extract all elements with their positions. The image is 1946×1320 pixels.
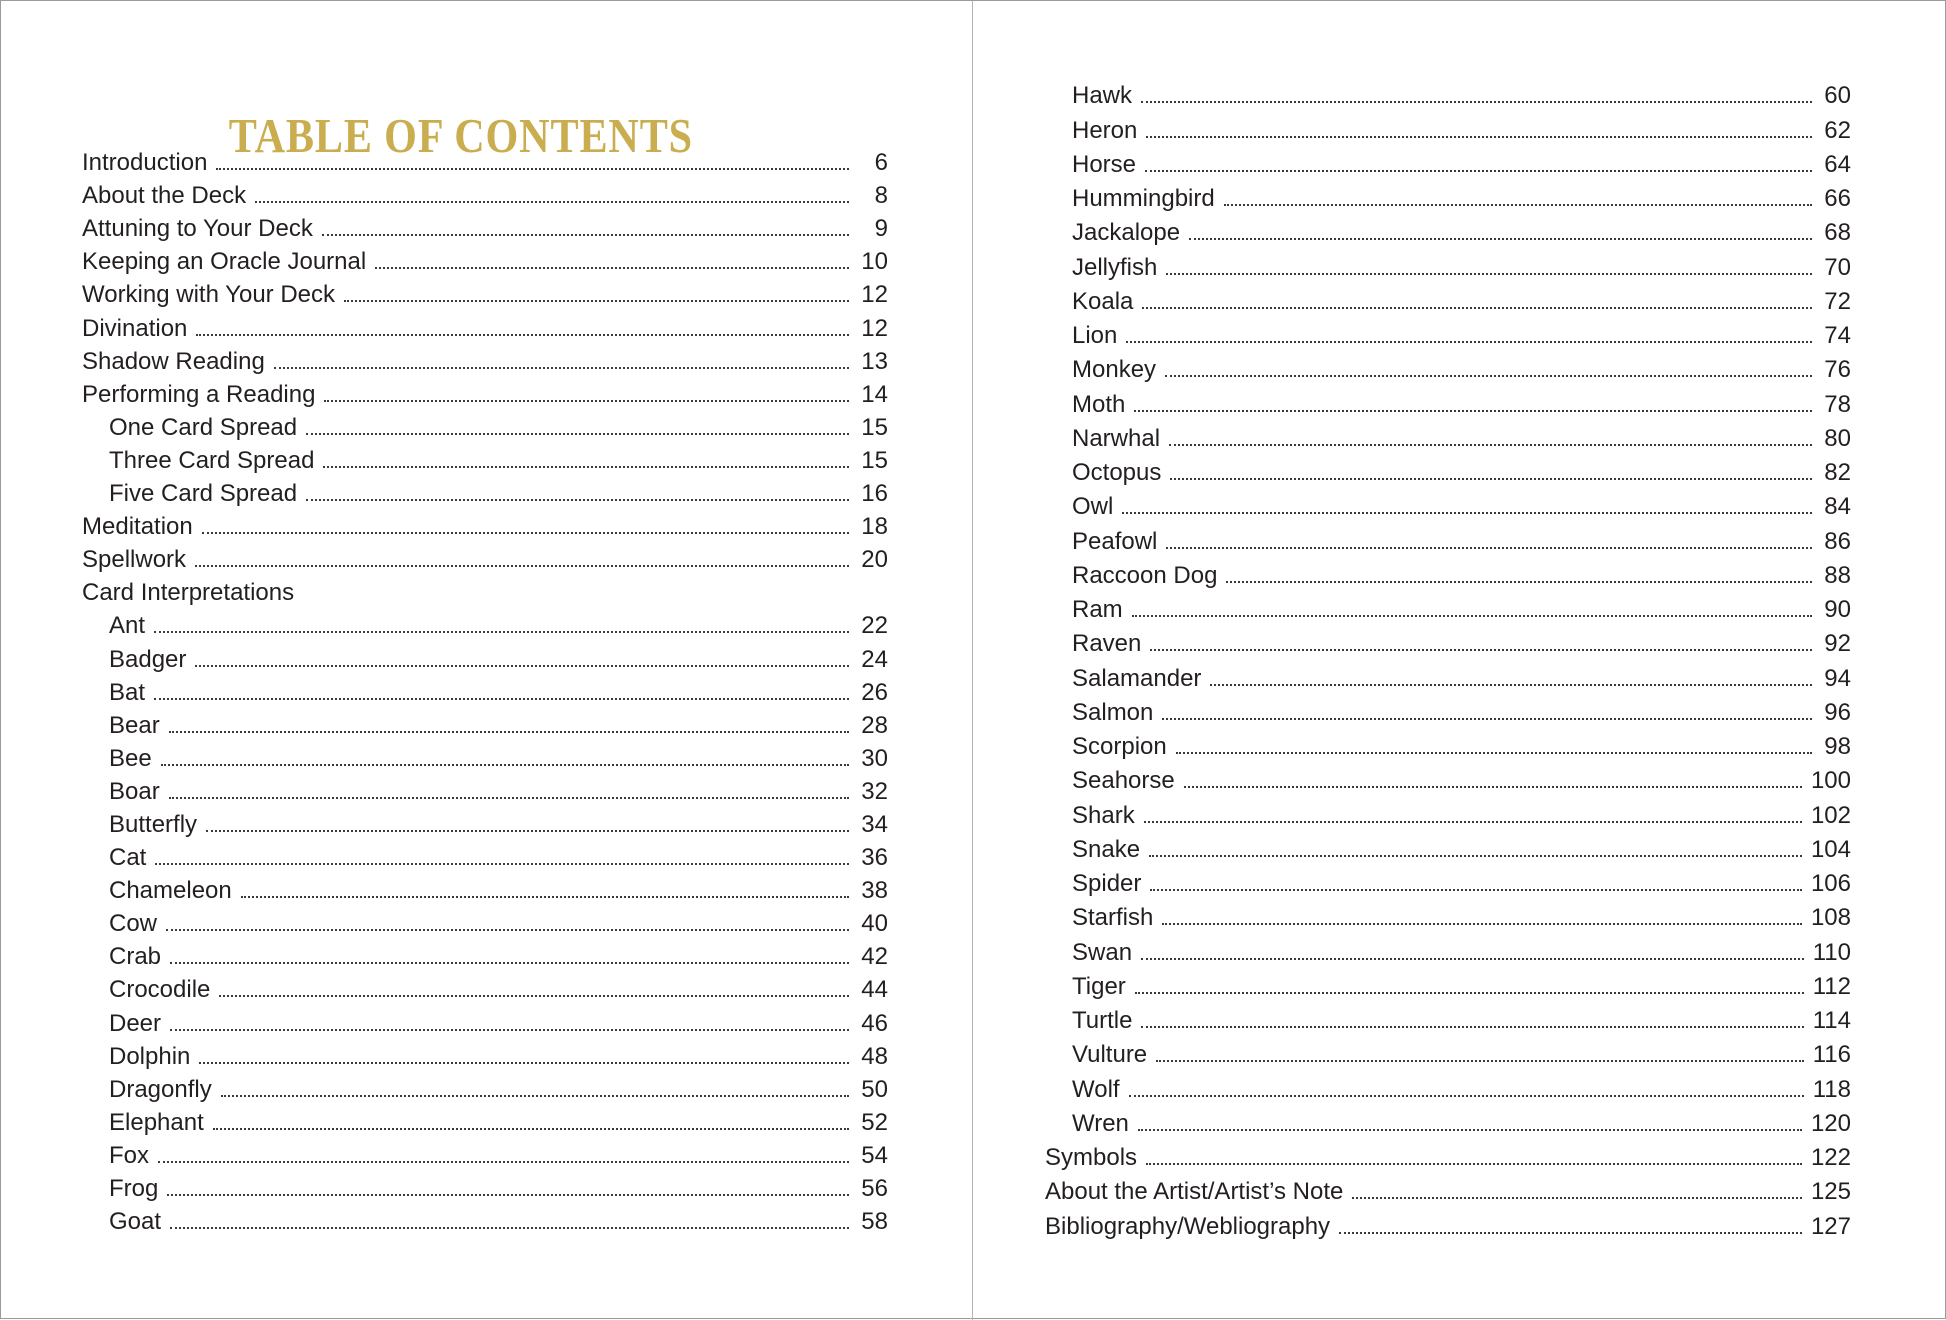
toc-entry[interactable] xyxy=(1045,453,1851,487)
toc-entry-label: Jellyfish xyxy=(1072,253,1158,281)
dot-leader xyxy=(1146,1163,1802,1165)
toc-entry[interactable] xyxy=(82,773,888,806)
dot-leader xyxy=(154,698,849,700)
dot-leader xyxy=(169,731,849,733)
dot-leader xyxy=(1166,547,1812,549)
toc-entry-page-number: 72 xyxy=(1824,287,1851,315)
toc-entry-page-number: 100 xyxy=(1810,767,1851,795)
toc-entry-label: Bat xyxy=(109,678,146,706)
toc-entry-label: Meditation xyxy=(82,513,193,541)
toc-entry-label: Bear xyxy=(109,711,160,739)
toc-entry[interactable] xyxy=(82,1104,888,1137)
toc-entry-page-number: 12 xyxy=(861,281,888,309)
toc-entry-label: Badger xyxy=(109,645,187,673)
toc-entry-page-number: 38 xyxy=(861,877,888,905)
toc-entry-page-number: 16 xyxy=(861,480,888,508)
toc-entry-label: Crab xyxy=(109,943,162,971)
toc-entry-page-number: 8 xyxy=(874,182,888,210)
toc-entry-page-number: 125 xyxy=(1810,1178,1851,1206)
toc-entry-page-number: 84 xyxy=(1824,493,1851,521)
toc-entry[interactable] xyxy=(1045,350,1851,384)
dot-leader xyxy=(213,1128,849,1130)
toc-entry-label: Narwhal xyxy=(1072,424,1161,452)
toc-entry-page-number: 120 xyxy=(1810,1109,1851,1137)
toc-entry-page-number: 6 xyxy=(874,149,888,177)
dot-leader xyxy=(219,995,849,997)
toc-entry-page-number: 15 xyxy=(861,446,888,474)
toc-entry[interactable] xyxy=(1045,282,1851,316)
dot-leader xyxy=(1138,1129,1802,1131)
toc-entry-page-number: 18 xyxy=(861,513,888,541)
toc-entry-page-number: 12 xyxy=(861,314,888,342)
toc-entry[interactable] xyxy=(82,475,888,508)
toc-entry[interactable] xyxy=(1045,1104,1851,1138)
dot-leader xyxy=(1129,1095,1804,1097)
toc-entry-label: Raven xyxy=(1072,630,1142,658)
toc-entry-label: Wren xyxy=(1072,1109,1129,1137)
dot-leader xyxy=(1149,855,1802,857)
toc-entry-label: Snake xyxy=(1072,835,1141,863)
dot-leader xyxy=(274,367,849,369)
toc-entry[interactable] xyxy=(1045,521,1851,555)
toc-entry-page-number: 104 xyxy=(1810,835,1851,863)
dot-leader xyxy=(1150,889,1802,891)
toc-entry-page-number: 114 xyxy=(1812,1007,1851,1034)
dot-leader xyxy=(167,1194,849,1196)
toc-entry[interactable] xyxy=(82,839,888,872)
dot-leader xyxy=(170,1029,849,1031)
toc-entry-label: Three Card Spread xyxy=(109,446,315,474)
toc-entry[interactable] xyxy=(82,210,888,243)
toc-entry-label: Card Interpretations xyxy=(82,579,295,607)
toc-entry[interactable] xyxy=(1045,624,1851,658)
dot-leader xyxy=(196,334,849,336)
toc-entry-label: Heron xyxy=(1072,116,1138,144)
toc-entry[interactable] xyxy=(1045,795,1851,829)
toc-entry-label: Monkey xyxy=(1072,356,1157,384)
toc-entry[interactable] xyxy=(82,508,888,541)
toc-entry[interactable] xyxy=(82,442,888,475)
toc-entry-label: Chameleon xyxy=(109,877,232,905)
toc-entry[interactable] xyxy=(1045,1172,1851,1206)
toc-entry-label: Performing a Reading xyxy=(82,380,316,408)
dot-leader xyxy=(241,896,849,898)
toc-entry-label: Shadow Reading xyxy=(82,347,265,375)
toc-entry-page-number: 82 xyxy=(1824,459,1851,486)
toc-entry[interactable] xyxy=(1045,316,1851,350)
toc-entry-label: Salmon xyxy=(1072,698,1154,726)
toc-entry[interactable] xyxy=(1045,419,1851,453)
dot-leader xyxy=(1169,444,1812,446)
toc-entry-page-number: 110 xyxy=(1812,938,1851,966)
dot-leader xyxy=(1210,684,1812,686)
dot-leader xyxy=(170,1227,849,1229)
dot-leader xyxy=(158,1161,849,1163)
toc-entry-page-number: 46 xyxy=(861,1009,888,1037)
dot-leader xyxy=(1141,1026,1803,1028)
toc-entry-page-number: 42 xyxy=(861,943,888,971)
toc-entry-page-number: 112 xyxy=(1812,972,1851,1000)
toc-entry-page-number: 60 xyxy=(1824,82,1851,110)
toc-entry-label: Dragonfly xyxy=(109,1075,212,1103)
toc-entry[interactable] xyxy=(82,409,888,442)
toc-entry-page-number: 58 xyxy=(861,1208,888,1236)
toc-entry-page-number: 10 xyxy=(861,248,888,276)
toc-entry-label: Horse xyxy=(1072,150,1137,178)
dot-leader xyxy=(1166,273,1812,275)
toc-entry-page-number: 98 xyxy=(1824,733,1851,760)
toc-entry[interactable] xyxy=(1045,1138,1851,1172)
dot-leader xyxy=(344,300,849,302)
toc-entry-page-number: 106 xyxy=(1810,870,1851,897)
dot-leader xyxy=(322,234,849,236)
toc-entry-page-number: 74 xyxy=(1824,322,1851,349)
toc-entry-label: Peafowl xyxy=(1072,527,1158,555)
dot-leader xyxy=(1134,410,1812,412)
toc-entry[interactable] xyxy=(1045,693,1851,727)
toc-entry[interactable] xyxy=(1045,590,1851,624)
dot-leader xyxy=(1141,958,1804,960)
toc-entry-label: Hawk xyxy=(1072,82,1133,110)
toc-entry[interactable] xyxy=(82,309,888,342)
toc-entry-label: Working with Your Deck xyxy=(82,281,336,309)
toc-entry-page-number: 64 xyxy=(1824,150,1851,178)
toc-entry-page-number: 102 xyxy=(1810,801,1851,829)
toc-entry[interactable] xyxy=(1045,967,1851,1001)
toc-entry[interactable] xyxy=(82,740,888,773)
toc-entry[interactable] xyxy=(82,1038,888,1071)
toc-entry-label: Moth xyxy=(1072,390,1126,418)
dot-leader xyxy=(1352,1197,1802,1199)
toc-entry[interactable] xyxy=(82,144,888,177)
toc-entry[interactable] xyxy=(1045,1206,1851,1240)
dot-leader xyxy=(255,201,849,203)
dot-leader xyxy=(1224,204,1812,206)
toc-entry[interactable] xyxy=(1045,247,1851,281)
dot-leader xyxy=(202,532,849,534)
toc-entry-page-number: 52 xyxy=(861,1108,888,1136)
dot-leader xyxy=(195,665,849,667)
toc-entry-label: Attuning to Your Deck xyxy=(82,215,313,243)
dot-leader xyxy=(161,764,849,766)
toc-entry-label: Butterfly xyxy=(109,810,198,838)
toc-entry[interactable] xyxy=(1045,898,1851,932)
toc-entry[interactable] xyxy=(1045,1035,1851,1069)
toc-entry[interactable] xyxy=(82,674,888,707)
toc-entry-label: Symbols xyxy=(1045,1144,1138,1171)
dot-leader xyxy=(1132,615,1812,617)
toc-entry-label: Jackalope xyxy=(1072,219,1181,247)
toc-entry-label: About the Deck xyxy=(82,182,247,210)
dot-leader xyxy=(1126,341,1812,343)
dot-leader xyxy=(221,1095,849,1097)
toc-list-left-page xyxy=(82,144,888,1236)
dot-leader xyxy=(1122,512,1812,514)
toc-entry[interactable] xyxy=(82,243,888,276)
dot-leader xyxy=(1170,478,1812,480)
toc-entry-label: Raccoon Dog xyxy=(1072,561,1218,589)
dot-leader xyxy=(195,565,849,567)
toc-entry-page-number: 88 xyxy=(1824,561,1851,589)
toc-entry-label: Swan xyxy=(1072,938,1133,966)
toc-entry[interactable] xyxy=(1045,864,1851,898)
toc-entry-label: Bee xyxy=(109,744,152,772)
toc-entry-label: Deer xyxy=(109,1009,162,1037)
toc-entry-label: Spider xyxy=(1072,870,1142,897)
toc-entry-label: Lion xyxy=(1072,322,1118,349)
dot-leader xyxy=(1189,238,1812,240)
toc-entry-page-number: 15 xyxy=(861,413,888,441)
toc-entry[interactable] xyxy=(82,1137,888,1170)
toc-entry-page-number: 13 xyxy=(861,347,888,375)
toc-entry-page-number: 36 xyxy=(861,844,888,872)
dot-leader xyxy=(206,830,849,832)
toc-entry[interactable] xyxy=(82,1170,888,1203)
page-gutter-divider xyxy=(972,1,973,1320)
toc-entry-page-number: 118 xyxy=(1812,1075,1851,1103)
toc-entry-label: Turtle xyxy=(1072,1007,1133,1034)
toc-entry-page-number: 127 xyxy=(1810,1212,1851,1240)
toc-entry[interactable] xyxy=(82,905,888,938)
toc-entry[interactable] xyxy=(1045,179,1851,213)
toc-entry[interactable] xyxy=(82,177,888,210)
toc-entry-page-number: 66 xyxy=(1824,185,1851,212)
toc-entry-page-number: 28 xyxy=(861,711,888,739)
toc-entry-label: Scorpion xyxy=(1072,733,1167,760)
toc-entry-label: Shark xyxy=(1072,801,1135,829)
toc-entry[interactable] xyxy=(82,707,888,740)
dot-leader xyxy=(154,631,849,633)
toc-entry-label: About the Artist/Artist’s Note xyxy=(1045,1178,1344,1206)
toc-entry-label: Frog xyxy=(109,1175,159,1202)
toc-entry[interactable] xyxy=(82,376,888,409)
toc-entry-label: Dolphin xyxy=(109,1042,191,1070)
toc-entry-page-number: 96 xyxy=(1824,698,1851,726)
toc-entry-page-number: 22 xyxy=(861,612,888,640)
toc-entry-label: Divination xyxy=(82,314,188,342)
dot-leader xyxy=(1184,786,1802,788)
toc-entry-page-number: 76 xyxy=(1824,356,1851,384)
dot-leader xyxy=(323,466,849,468)
toc-entry-page-number: 78 xyxy=(1824,390,1851,418)
toc-entry[interactable] xyxy=(1045,1001,1851,1035)
toc-entry-page-number: 48 xyxy=(861,1042,888,1070)
dot-leader xyxy=(169,797,849,799)
toc-entry-page-number: 90 xyxy=(1824,596,1851,623)
toc-entry-label: Five Card Spread xyxy=(109,480,298,508)
toc-entry-label: Fox xyxy=(109,1141,150,1169)
toc-entry[interactable] xyxy=(1045,110,1851,144)
toc-entry-label: One Card Spread xyxy=(109,413,298,441)
dot-leader xyxy=(1141,101,1812,103)
toc-entry-label: Introduction xyxy=(82,149,208,177)
dot-leader xyxy=(1162,923,1802,925)
dot-leader xyxy=(306,433,849,435)
toc-entry-label: Seahorse xyxy=(1072,767,1175,795)
toc-entry-page-number: 68 xyxy=(1824,219,1851,247)
dot-leader xyxy=(1142,307,1812,309)
toc-entry-page-number: 86 xyxy=(1824,527,1851,555)
dot-leader xyxy=(1162,718,1812,720)
dot-leader xyxy=(324,400,849,402)
toc-entry[interactable] xyxy=(1045,830,1851,864)
toc-entry-label: Ram xyxy=(1072,596,1123,623)
dot-leader xyxy=(1165,375,1812,377)
dot-leader xyxy=(1150,649,1812,651)
toc-entry-page-number: 26 xyxy=(861,678,888,706)
dot-leader xyxy=(375,267,849,269)
toc-entry-label: Tiger xyxy=(1072,972,1126,1000)
toc-entry-page-number: 14 xyxy=(861,380,888,408)
toc-entry[interactable] xyxy=(1045,145,1851,179)
dot-leader xyxy=(1339,1232,1802,1234)
toc-entry[interactable] xyxy=(1045,1069,1851,1103)
dot-leader xyxy=(306,499,849,501)
toc-list-right-page xyxy=(1045,76,1851,1241)
toc-section-heading xyxy=(82,574,888,607)
toc-entry[interactable] xyxy=(1045,76,1851,110)
dot-leader xyxy=(199,1062,849,1064)
toc-entry-label: Wolf xyxy=(1072,1075,1120,1103)
toc-entry-page-number: 24 xyxy=(861,645,888,673)
toc-entry-label: Vulture xyxy=(1072,1041,1148,1069)
toc-entry-page-number: 32 xyxy=(861,777,888,805)
toc-entry[interactable] xyxy=(82,343,888,376)
toc-entry-page-number: 94 xyxy=(1824,664,1851,692)
dot-leader xyxy=(1226,581,1812,583)
toc-entry[interactable] xyxy=(82,1004,888,1037)
toc-entry[interactable] xyxy=(82,640,888,673)
dot-leader xyxy=(170,962,849,964)
toc-entry-label: Keeping an Oracle Journal xyxy=(82,248,367,276)
toc-entry[interactable] xyxy=(82,276,888,309)
toc-entry[interactable] xyxy=(82,1071,888,1104)
toc-entry[interactable] xyxy=(1045,727,1851,761)
toc-entry-label: Crocodile xyxy=(109,976,211,1004)
toc-entry-page-number: 9 xyxy=(874,215,888,243)
toc-entry[interactable] xyxy=(1045,761,1851,795)
toc-entry[interactable] xyxy=(1045,932,1851,966)
toc-entry-label: Starfish xyxy=(1072,904,1154,932)
toc-entry[interactable] xyxy=(82,541,888,574)
dot-leader xyxy=(216,168,849,170)
toc-entry[interactable] xyxy=(1045,487,1851,521)
toc-entry-page-number: 54 xyxy=(861,1141,888,1169)
toc-entry-page-number: 62 xyxy=(1824,116,1851,144)
toc-entry-page-number: 108 xyxy=(1810,904,1851,932)
dot-leader xyxy=(155,863,849,865)
toc-entry-label: Octopus xyxy=(1072,459,1162,486)
dot-leader xyxy=(166,929,849,931)
toc-entry-page-number: 116 xyxy=(1812,1041,1851,1069)
toc-entry[interactable] xyxy=(82,971,888,1004)
toc-entry-page-number: 122 xyxy=(1810,1144,1851,1171)
toc-entry[interactable] xyxy=(1045,213,1851,247)
toc-entry-page-number: 34 xyxy=(861,810,888,838)
toc-entry-label: Bibliography/Webliography xyxy=(1045,1212,1331,1240)
toc-entry[interactable] xyxy=(1045,556,1851,590)
toc-entry-page-number: 30 xyxy=(861,744,888,772)
toc-entry-label: Spellwork xyxy=(82,546,187,574)
toc-entry-page-number: 44 xyxy=(861,976,888,1004)
toc-entry-label: Koala xyxy=(1072,287,1134,315)
dot-leader xyxy=(1146,136,1812,138)
toc-entry[interactable] xyxy=(82,607,888,640)
toc-entry-label: Hummingbird xyxy=(1072,185,1215,212)
toc-entry-label: Owl xyxy=(1072,493,1114,521)
toc-entry-page-number: 92 xyxy=(1824,630,1851,658)
toc-entry-page-number: 40 xyxy=(861,910,888,938)
toc-entry-page-number: 20 xyxy=(861,546,888,574)
dot-leader xyxy=(1156,1060,1804,1062)
toc-entry[interactable] xyxy=(82,872,888,905)
toc-entry-page-number: 50 xyxy=(861,1075,888,1103)
toc-entry-page-number: 80 xyxy=(1824,424,1851,452)
dot-leader xyxy=(1135,992,1804,994)
toc-entry-label: Ant xyxy=(109,612,146,640)
dot-leader xyxy=(1145,170,1812,172)
toc-entry-label: Salamander xyxy=(1072,664,1202,692)
toc-entry[interactable] xyxy=(1045,658,1851,692)
toc-entry[interactable] xyxy=(82,806,888,839)
toc-entry-label: Cow xyxy=(109,910,158,938)
toc-entry-page-number: 70 xyxy=(1824,253,1851,281)
toc-entry-label: Boar xyxy=(109,777,160,805)
toc-entry-label: Cat xyxy=(109,844,147,872)
toc-entry[interactable] xyxy=(82,938,888,971)
toc-entry[interactable] xyxy=(1045,384,1851,418)
dot-leader xyxy=(1176,752,1812,754)
toc-entry-label: Goat xyxy=(109,1208,162,1236)
page-title: TABLE OF CONTENTS xyxy=(228,107,693,163)
toc-entry-page-number: 56 xyxy=(861,1175,888,1202)
toc-entry-label: Elephant xyxy=(109,1108,204,1136)
toc-entry[interactable] xyxy=(82,1203,888,1236)
dot-leader xyxy=(1144,821,1802,823)
